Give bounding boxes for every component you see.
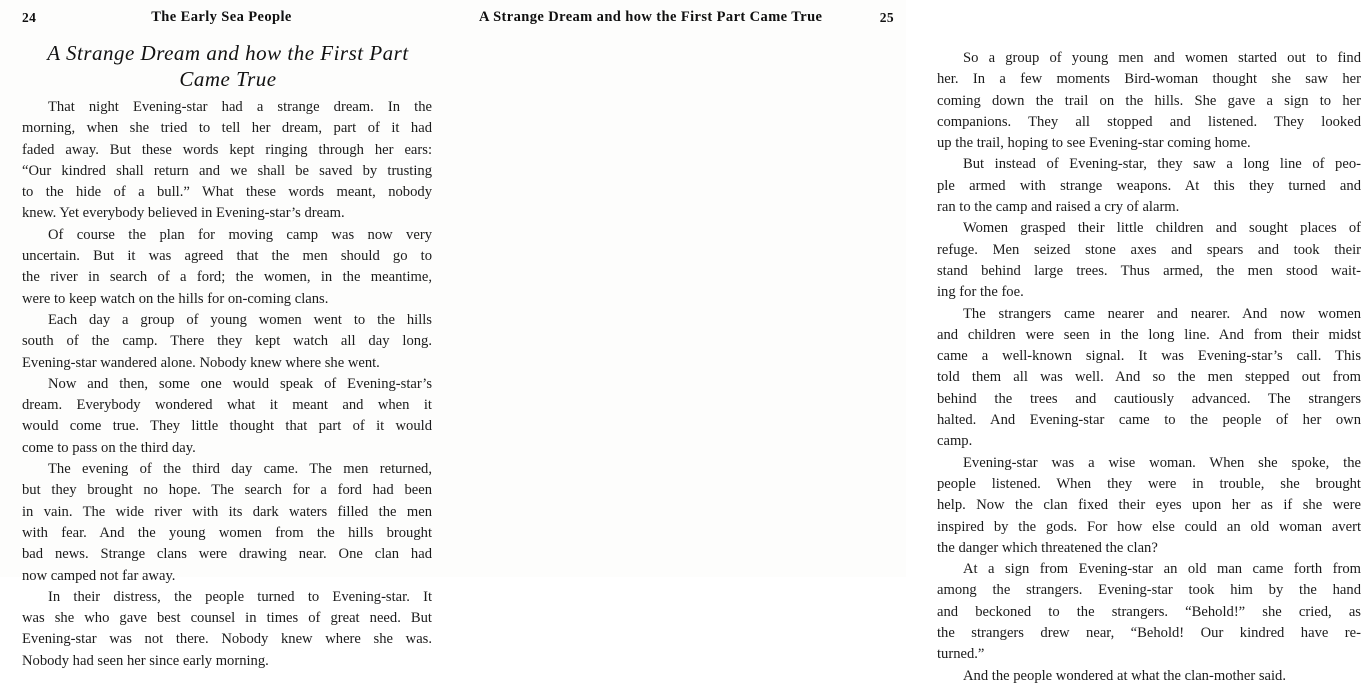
text-line: refuge. Men seized stone axes and spears and took their [937, 241, 1361, 258]
text-line: among the strangers. Evening-star took him by the hand [937, 582, 1361, 599]
text-line: stand behind large trees. Thus armed, the men stood wait- [937, 262, 1361, 279]
right-page [455, 0, 1361, 684]
text-line: Of course the plan for moving camp was now very [48, 226, 432, 243]
paragraph [937, 559, 1361, 665]
text-line: Each day a group of young women went to the hills [48, 311, 432, 328]
right-page-number: 25 [879, 10, 894, 25]
text-line: with fear. And the young women from the hills brought [22, 524, 432, 541]
text-line: help. Now the clan fixed their eyes upon her as if she were [937, 497, 1361, 514]
text-line: Evening-star was not there. Nobody knew where she was. [22, 631, 432, 648]
text-line: and beckoned to the strangers. “Behold!” she cried, as [937, 603, 1361, 620]
text-line: were to keep watch on the hills for on-coming clans. [22, 290, 329, 307]
paragraph [22, 459, 432, 587]
text-line: Evening-star was a wise woman. When she spoke, the [963, 454, 1361, 471]
text-line: morning, when she tried to tell her dream, part of it had [22, 120, 432, 137]
text-line: south of the camp. There they kept watch all day long. [22, 333, 432, 350]
text-line: And the people wondered at what the clan-mother said. [963, 667, 1286, 684]
text-line: her. In a few moments Bird-woman thought she saw her [937, 71, 1361, 88]
left-running-head [0, 9, 455, 29]
text-line: Women grasped their little children and sought places of [963, 220, 1361, 237]
text-line: told them all was well. And so the men stepped out from [937, 369, 1361, 386]
chapter-title-line-1: A Strange Dream and how the First Part [47, 41, 409, 65]
left-page [0, 0, 455, 669]
paragraph [937, 154, 1361, 218]
text-line: to the hide of a bull.” What these words meant, nobody [22, 184, 432, 201]
text-line: the river in search of a ford; the women, in the meantime, [22, 269, 432, 286]
paragraph [937, 304, 1361, 453]
paragraph [937, 48, 1361, 154]
chapter-title-line-2: Came True [179, 67, 277, 91]
text-line: faded away. But these words kept ringing through her ears: [22, 141, 432, 158]
text-line: That night Evening-star had a strange dream. In the [48, 99, 432, 115]
text-line: came a well-known signal. It was Evening-star’s call. This [937, 348, 1361, 365]
left-page-number: 24 [22, 10, 37, 25]
text-line: uncertain. But it was agreed that the men should go to [22, 248, 432, 265]
text-line: camp. [937, 433, 973, 450]
text-line: behind the trees and cautiously advanced. The strangers [937, 390, 1361, 407]
text-line: Nobody had seen her since early morning. [22, 652, 269, 669]
text-line: So a group of young men and women started out to find [963, 50, 1361, 66]
text-line: companions. They all stopped and listened. They looked [937, 113, 1361, 130]
paragraph [22, 225, 432, 310]
text-line: come to pass on the third day. [22, 439, 196, 456]
text-line: was she who gave best counsel in times of great need. But [22, 610, 432, 627]
text-line: would come true. They little thought that part of it would [22, 418, 432, 435]
text-line: up the trail, hoping to see Evening-star coming home. [937, 135, 1251, 152]
text-line: inspired by the gods. For how else could an old woman avert [937, 518, 1361, 535]
paragraph [22, 374, 432, 459]
paragraph [937, 218, 1361, 303]
text-line: people listened. When they were in trouble, she brought [937, 475, 1361, 492]
text-line: knew. Yet everybody believed in Evening-star’s dream. [22, 205, 345, 222]
paragraph [937, 666, 1361, 687]
left-running-head-title: The Early Sea People [151, 9, 292, 25]
text-line: The evening of the third day came. The men returned, [48, 461, 432, 478]
text-line: bad news. Strange clans were drawing near. One clan had [22, 546, 432, 563]
left-page-body-text [22, 97, 432, 672]
paragraph [22, 587, 432, 672]
paragraph [22, 97, 432, 225]
text-line: dream. Everybody wondered what it meant and when it [22, 397, 432, 414]
text-line: but they brought no hope. The search for a ford had been [22, 482, 432, 499]
text-line: and children were seen in the long line. And from their midst [937, 326, 1361, 343]
text-line: ran to the camp and raised a cry of alarm. [937, 199, 1180, 216]
text-line: the danger which threatened the clan? [937, 539, 1158, 556]
text-line: At a sign from Evening-star an old man came forth from [963, 561, 1361, 578]
paragraph [937, 453, 1361, 559]
text-line: the strangers drew near, “Behold! Our kindred have re- [937, 625, 1361, 642]
text-line: turned.” [937, 646, 985, 663]
right-running-head-title: A Strange Dream and how the First Part Came True [479, 9, 823, 25]
text-line: “Our kindred shall return and we shall be saved by trusting [22, 162, 432, 179]
text-line: now camped not far away. [22, 567, 176, 584]
right-running-head [455, 9, 906, 29]
text-line: Evening-star wandered alone. Nobody knew where she went. [22, 354, 380, 371]
text-line: In their distress, the people turned to Evening-star. It [48, 588, 432, 605]
paragraph [22, 310, 432, 374]
text-line: halted. And Evening-star came to the people of her own [937, 412, 1361, 429]
text-line: The strangers came nearer and nearer. And now women [963, 305, 1361, 322]
text-line: But instead of Evening-star, they saw a long line of peo- [963, 156, 1361, 173]
text-line: in vain. The wide river with its dark waters filled the men [22, 503, 432, 520]
right-page-body-text [937, 48, 1361, 687]
text-line: ple armed with strange weapons. At this they turned and [937, 177, 1361, 194]
text-line: Now and then, some one would speak of Evening-star’s [48, 375, 432, 392]
chapter-title [24, 40, 432, 92]
text-line: coming down the trail on the hills. She gave a sign to her [937, 92, 1361, 109]
text-line: ing for the foe. [937, 284, 1024, 301]
